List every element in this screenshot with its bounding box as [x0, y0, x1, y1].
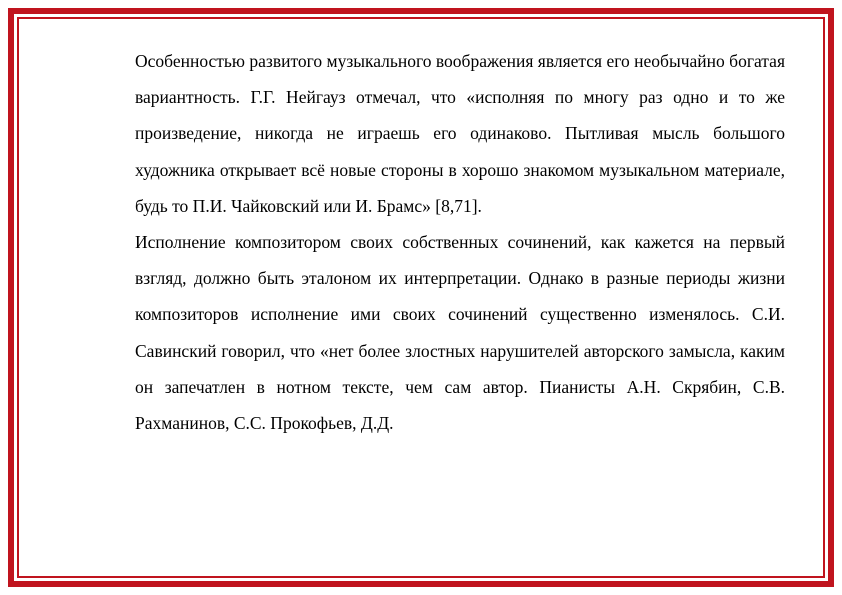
paragraph-1: Особенностью развитого музыкального воображения является его необычайно богатая вариантность. Г.Г. Нейгауз отмечал, что «исполняя по многу раз одно и то же произведение, никогда не играешь его одинаково. Пытливая мысль большого художника открывает всё новые стороны в хорошо знакомом музыкальном материале, будь то П.И. Чайковский или И. Брамс» [8,71].: [135, 51, 785, 216]
paragraph-2: Исполнение композитором своих собственных сочинений, как кажется на первый взгляд, должно быть эталоном их интерпретации. Однако в разные периоды жизни композиторов исполнение ими своих сочинений существенно изменялось. С.И. Савинский говорил, что «нет более злостных нарушителей авторского замысла, каким он запечатлен в нотном тексте, чем сам автор. Пианисты А.Н. Скрябин, С.В. Рахманинов, С.С. Прокофьев, Д.Д.: [135, 232, 785, 434]
text-body: [135, 43, 785, 441]
